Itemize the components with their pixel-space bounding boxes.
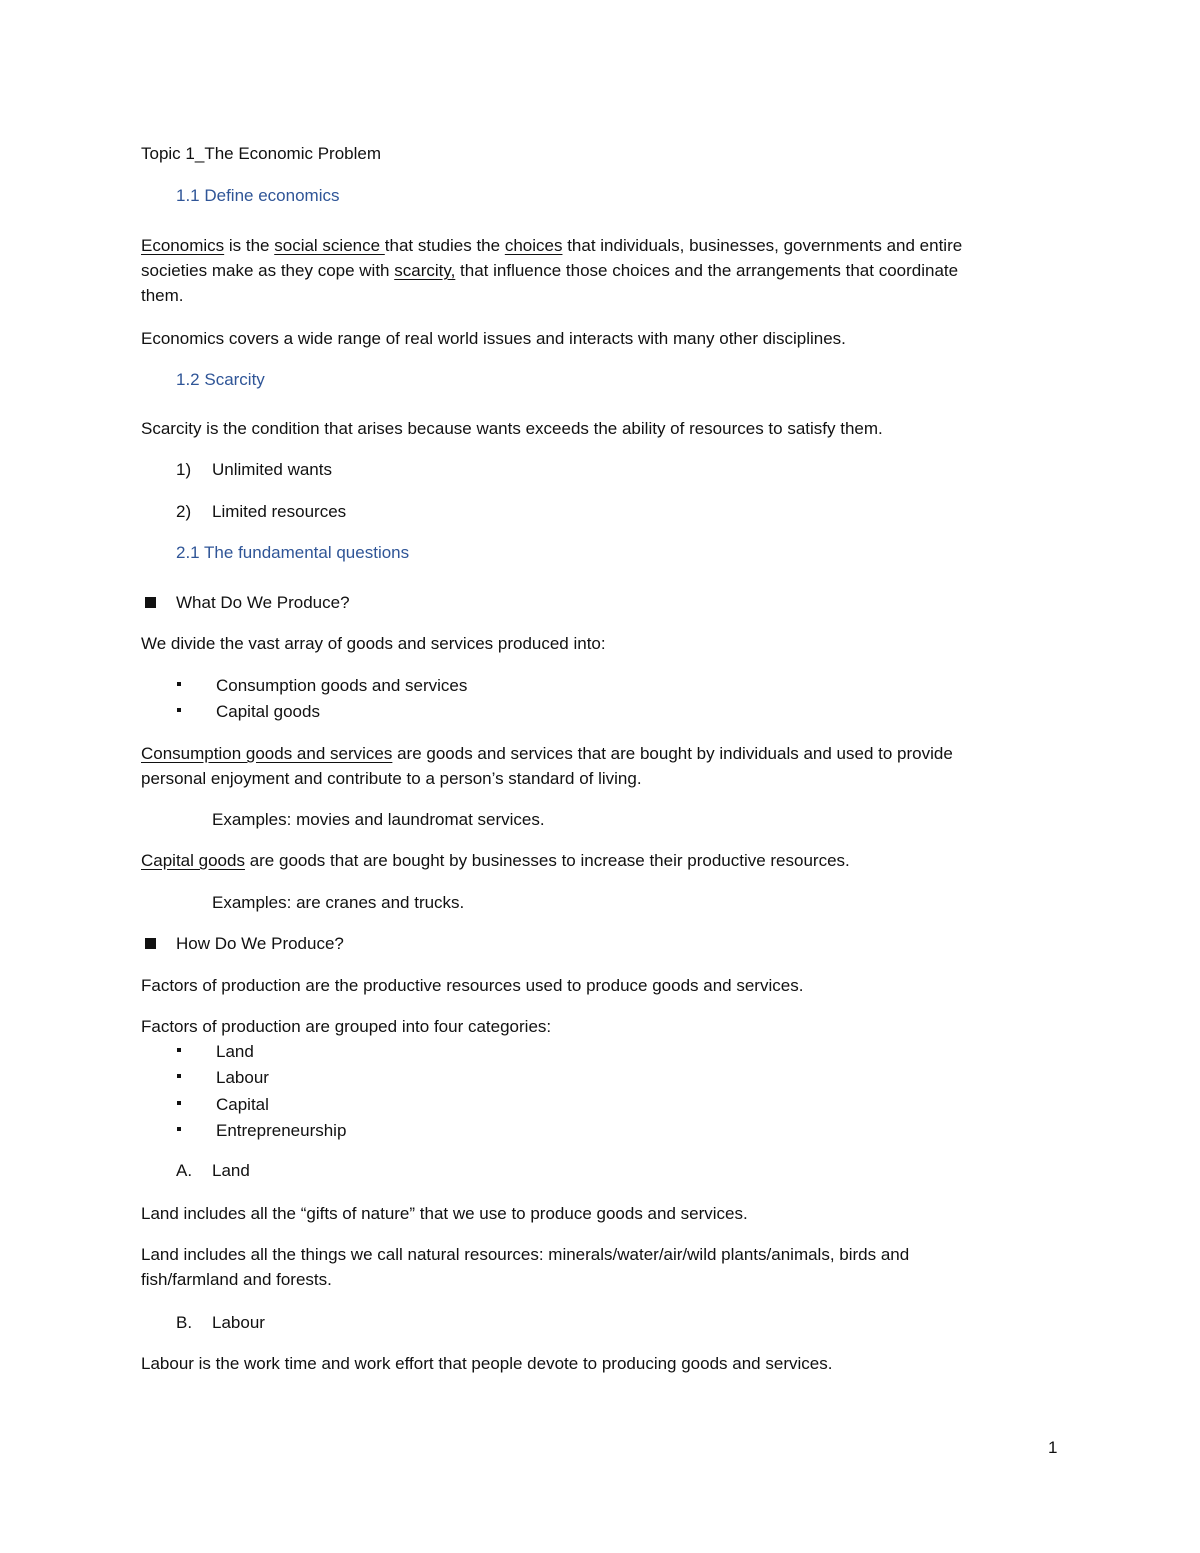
land-paragraph-2-line-1: Land includes all the things we call natural resources: minerals/water/air/wild plants/animals, birds and	[141, 1245, 910, 1264]
subsection-letter: B.	[176, 1313, 193, 1332]
factors-definition: Factors of production are the productive resources used to produce goods and services.	[141, 976, 804, 995]
term-choices: choices	[504, 236, 563, 255]
capital-examples: Examples: are cranes and trucks.	[212, 893, 465, 912]
question-what-do-we-produce: What Do We Produce?	[176, 593, 350, 612]
bullet-icon	[177, 682, 181, 686]
bullet-icon	[177, 1074, 181, 1078]
consumption-definition-line-1	[141, 741, 953, 766]
economics-definition-line-2	[141, 258, 958, 283]
heading-scarcity: 1.2 Scarcity	[176, 370, 265, 389]
list-item-unlimited-wants: Unlimited wants	[212, 460, 332, 479]
subsection-labour: Labour	[212, 1313, 265, 1332]
text-fragment: are goods and services that are bought by individuals and used to provide	[392, 744, 953, 763]
page-number: 1	[1048, 1438, 1058, 1457]
land-paragraph-2-line-2: fish/farmland and forests.	[141, 1270, 332, 1289]
list-item-capital-goods: Capital goods	[216, 702, 320, 721]
labour-paragraph-1: Labour is the work time and work effort that people devote to producing goods and services.	[141, 1354, 833, 1373]
bullet-icon	[177, 1101, 181, 1105]
heading-define-economics: 1.1 Define economics	[176, 186, 340, 205]
term-consumption-goods: Consumption goods and services	[141, 744, 393, 763]
list-item-land: Land	[216, 1042, 254, 1061]
text-fragment: societies make as they cope with	[141, 261, 395, 280]
capital-definition	[141, 848, 850, 873]
list-item-labour: Labour	[216, 1068, 269, 1087]
document-title: Topic 1_The Economic Problem	[141, 144, 382, 163]
list-item-entrepreneurship: Entrepreneurship	[216, 1121, 347, 1140]
divide-intro: We divide the vast array of goods and services produced into:	[141, 634, 606, 653]
text-fragment: are goods that are bought by businesses to increase their productive resources.	[244, 851, 850, 870]
scarcity-definition: Scarcity is the condition that arises because wants exceeds the ability of resources to satisfy them.	[141, 419, 883, 438]
bullet-icon	[177, 1048, 181, 1052]
bullet-icon	[177, 708, 181, 712]
land-paragraph-1: Land includes all the “gifts of nature” that we use to produce goods and services.	[141, 1204, 748, 1223]
term-capital-goods: Capital goods	[141, 851, 245, 870]
term-scarcity: scarcity,	[394, 261, 456, 280]
list-item-consumption-goods: Consumption goods and services	[216, 676, 468, 695]
subsection-letter: A.	[176, 1161, 193, 1180]
economics-covers-paragraph: Economics covers a wide range of real world issues and interacts with many other disciplines.	[141, 329, 846, 348]
square-bullet-icon	[145, 597, 156, 608]
term-social-science: social science	[274, 236, 385, 255]
heading-fundamental-questions: 2.1 The fundamental questions	[176, 543, 410, 562]
text-fragment: that influence those choices and the arrangements that coordinate	[455, 261, 959, 280]
subsection-land: Land	[212, 1161, 250, 1180]
bullet-icon	[177, 1127, 181, 1131]
economics-definition-line-3: them.	[141, 286, 184, 305]
question-how-do-we-produce: How Do We Produce?	[176, 934, 344, 953]
list-number: 2)	[176, 502, 192, 521]
term-economics: Economics	[141, 236, 225, 255]
square-bullet-icon	[145, 938, 156, 949]
list-number: 1)	[176, 460, 192, 479]
consumption-examples: Examples: movies and laundromat services.	[212, 810, 545, 829]
text-fragment: that studies the	[384, 236, 505, 255]
text-fragment: is the	[224, 236, 275, 255]
consumption-definition-line-2: personal enjoyment and contribute to a person’s standard of living.	[141, 769, 642, 788]
list-item-limited-resources: Limited resources	[212, 502, 347, 521]
factors-grouped: Factors of production are grouped into four categories:	[141, 1017, 552, 1036]
text-fragment: that individuals, businesses, governments and entire	[562, 236, 963, 255]
list-item-capital: Capital	[216, 1095, 269, 1114]
economics-definition-line-1	[141, 233, 962, 258]
